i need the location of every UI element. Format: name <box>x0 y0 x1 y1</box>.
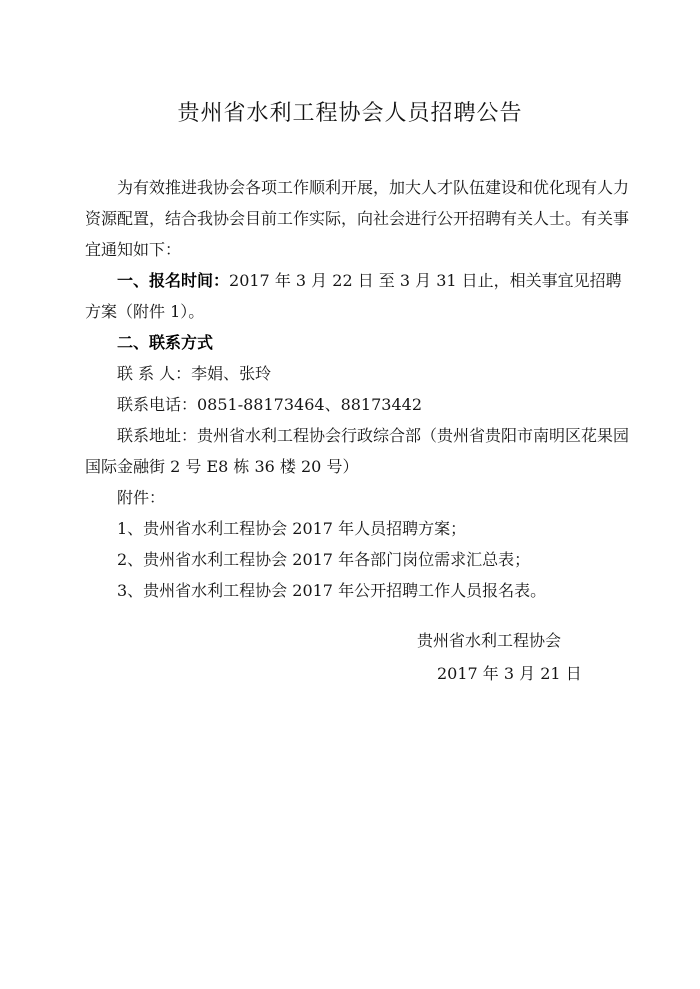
signature-date: 2017 年 3 月 21 日 <box>437 664 582 683</box>
section-text: 2017 年 3 月 22 日 至 3 月 31 日止，相关事宜见招聘方案（附件 1）。 <box>85 271 622 321</box>
attachments-label: 附件： <box>117 488 166 507</box>
section-contact-heading: 二、联系方式 <box>117 333 214 352</box>
contact-person: 联 系 人：李娟、张玲 <box>117 364 272 383</box>
page-title: 贵州省水利工程协会人员招聘公告 <box>177 101 523 126</box>
attachment-item: 1、贵州省水利工程协会 2017 年人员招聘方案； <box>117 519 467 538</box>
attachment-item: 2、贵州省水利工程协会 2017 年各部门岗位需求汇总表； <box>117 550 531 569</box>
contact-address: 联系地址：贵州省水利工程协会行政综合部（贵州省贵阳市南明区花果园国际金融街 2 号 E8 栋 36 楼 20 号） <box>85 426 630 476</box>
section-heading: 一、报名时间： <box>117 271 230 290</box>
attachment-item: 3、贵州省水利工程协会 2017 年公开招聘工作人员报名表。 <box>117 581 547 600</box>
section-registration-time <box>85 265 630 327</box>
intro-paragraph: 为有效推进我协会各项工作顺利开展，加大人才队伍建设和优化现有人力资源配置，结合我协会目前工作实际，向社会进行公开招聘有关人士。有关事宜通知如下： <box>85 178 630 259</box>
contact-phone: 联系电话：0851-88173464、88173442 <box>117 395 423 414</box>
document-body <box>85 172 630 606</box>
signature-organization: 贵州省水利工程协会 <box>417 631 562 650</box>
